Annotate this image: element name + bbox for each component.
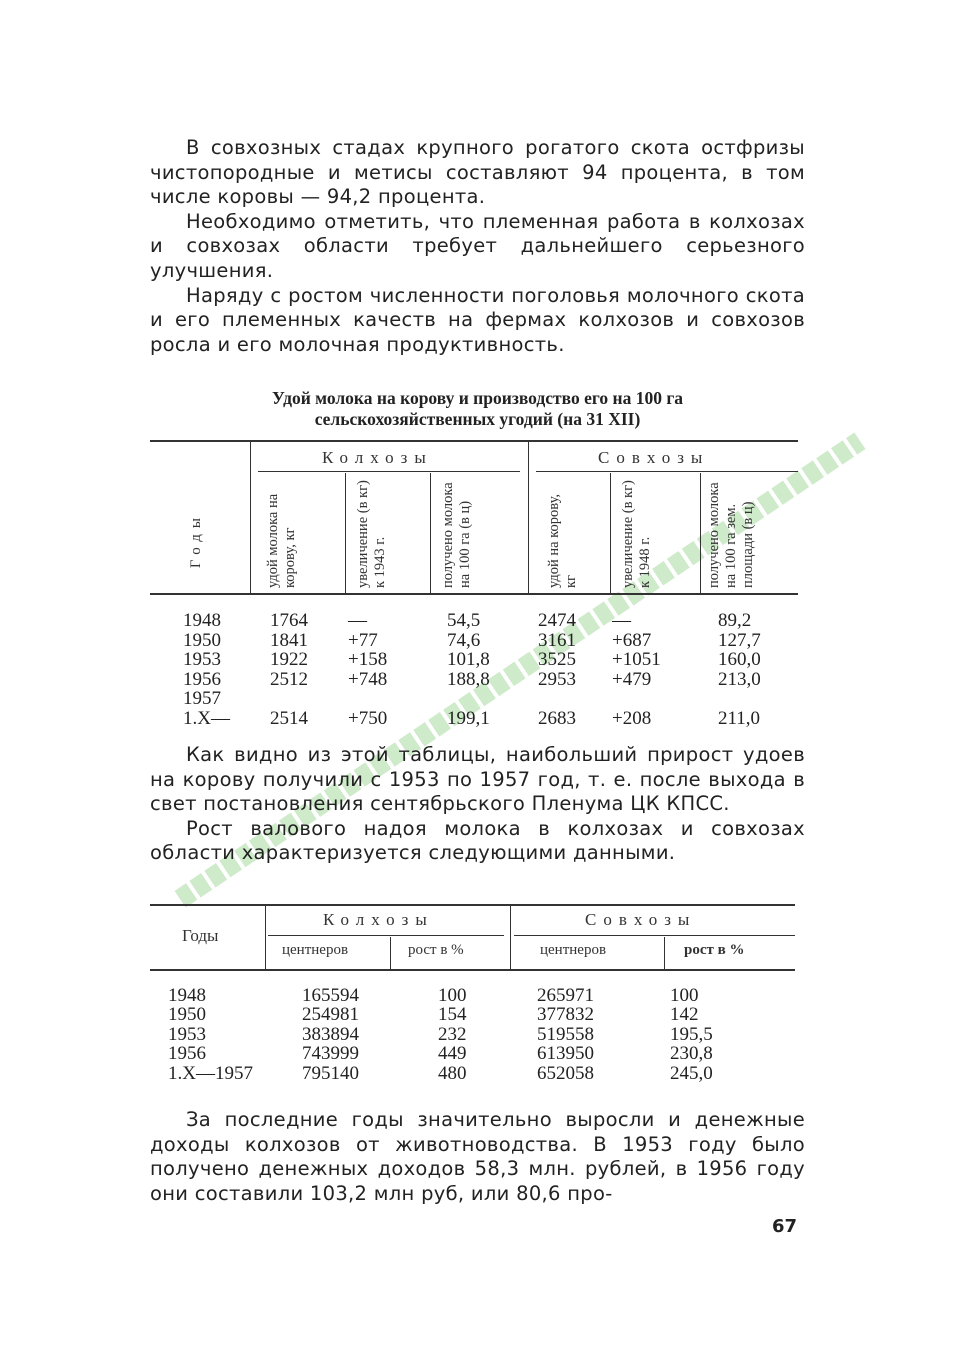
t2-cell-s1: 377832	[537, 1004, 594, 1026]
t1-sep	[528, 441, 529, 593]
t2-cell-k1: 795140	[302, 1062, 359, 1084]
t1-group-rule	[258, 471, 520, 472]
t1-cell-year: 1957	[183, 688, 221, 710]
table1-title	[150, 388, 805, 430]
t2-cell-s2: 230,8	[670, 1043, 713, 1065]
t2-cell-year: 1953	[168, 1023, 206, 1045]
t1-cell-k3: 54,5	[447, 610, 481, 631]
t2-cell-s1: 652058	[537, 1062, 594, 1084]
t1-group-rule	[536, 471, 798, 472]
t1-cell-k1: 1841	[270, 629, 308, 651]
t1-group-sovkhoz: Совхозы	[598, 448, 710, 467]
t1-cell-s1: 3525	[538, 649, 576, 671]
t1-sep	[345, 473, 346, 593]
t2-cell-k1: 383894	[302, 1023, 359, 1045]
t2-cell-k2: 154	[438, 1004, 467, 1026]
t2-group-rule	[268, 935, 504, 936]
t1-cell-year: 1950	[183, 629, 221, 651]
intro-paragraph-1: В совхозных стадах крупного рогатого скота остфризы чистопородные и метисы составляют 94 процента, в том числе коровы — 94,2 процента.	[150, 136, 805, 209]
t2-sep	[265, 905, 266, 969]
t2-sep	[510, 905, 511, 969]
middle-paragraph-2: Рост валового надоя молока в колхозах и совхозах области характеризуется следующими данными.	[150, 816, 805, 865]
t1-cell-k3: 188,8	[447, 668, 490, 690]
t2-col-k1: центнеров	[282, 942, 349, 958]
t1-cell-s2: +1051	[612, 649, 661, 671]
t1-col-k2: увеличение (в кг) к 1943 г.	[355, 480, 388, 588]
t2-cell-s2: 195,5	[670, 1023, 713, 1045]
t1-sep	[700, 473, 701, 593]
t2-cell-s2: 142	[670, 1004, 699, 1026]
t1-cell-s1: 2953	[538, 668, 576, 690]
middle-text	[150, 743, 805, 866]
t1-group-kolkhoz: Колхозы	[322, 448, 433, 467]
t1-cell-k2: +748	[348, 668, 388, 690]
t2-cell-k1: 743999	[302, 1043, 359, 1065]
t2-col-k2: рост в %	[408, 942, 464, 958]
t2-cell-k1: 165594	[302, 985, 359, 1006]
t1-cell-s3: 127,7	[718, 629, 761, 651]
t2-sep	[390, 937, 391, 969]
t1-cell-s3: 213,0	[718, 668, 761, 690]
t1-cell-k2: +750	[348, 708, 388, 729]
t1-cell-s1: 3161	[538, 629, 576, 651]
t2-col-s1: центнеров	[540, 942, 607, 958]
t1-cell-k1: 2514	[270, 708, 308, 729]
t1-cell-s2: +479	[612, 668, 652, 690]
t1-cell-k2: +77	[348, 629, 378, 651]
t1-cell-year: 1948	[183, 610, 221, 631]
t1-cell-k1: 1764	[270, 610, 308, 631]
t1-col-s1: удой на корову, кг	[546, 493, 579, 588]
t1-years-header: Годы	[188, 512, 204, 569]
intro-text	[150, 136, 805, 357]
t1-cell-s2: +687	[612, 629, 652, 651]
intro-paragraph-2: Необходимо отметить, что племенная работа в колхозах и совхозах области требует дальнейшего серьезного улучшения.	[150, 209, 805, 282]
intro-paragraph-3: Наряду с ростом численности поголовья молочного скота и его племенных качеств на фермах колхозов и совхозов росла и его молочная продуктивность.	[150, 283, 805, 356]
t1-col-k1: удой молока на корову, кг	[265, 493, 298, 588]
t1-sep	[430, 473, 431, 593]
t1-cell-k2: +158	[348, 649, 388, 671]
table1-title-line2: сельскохозяйственных угодий (на 31 XII)	[314, 409, 641, 429]
t1-col-s2: увеличение (в кг) к 1948 г.	[620, 480, 653, 588]
t2-col-s2: рост в %	[684, 942, 745, 958]
t1-cell-s2: +208	[612, 708, 652, 729]
t2-cell-k2: 232	[438, 1023, 467, 1045]
t2-cell-k2: 480	[438, 1062, 467, 1084]
t1-cell-k3: 74,6	[447, 629, 481, 651]
t1-cell-s3: 160,0	[718, 649, 761, 671]
t2-cell-s1: 613950	[537, 1043, 594, 1065]
closing-text	[150, 1108, 805, 1206]
closing-paragraph: За последние годы значительно выросли и денежные доходы колхозов от животноводства. В 1953 году было получено денежных доходов 58,3 млн. рублей, в 1956 году они составили 103,2 млн руб, или 80,6 про-	[150, 1108, 805, 1205]
table2-top-rule	[150, 904, 795, 906]
t1-cell-s1: 2683	[538, 708, 576, 729]
t2-sep	[664, 937, 665, 969]
t2-cell-year: 1950	[168, 1004, 206, 1026]
t2-cell-k1: 254981	[302, 1004, 359, 1026]
table1-header-rule	[150, 593, 798, 595]
t2-cell-k2: 449	[438, 1043, 467, 1065]
t1-col-k3: получено молока на 100 га (в ц)	[440, 482, 473, 588]
t2-cell-k2: 100	[438, 985, 467, 1006]
t2-cell-s2: 245,0	[670, 1062, 713, 1084]
t1-cell-k2: —	[348, 610, 367, 631]
t1-cell-k1: 2512	[270, 668, 308, 690]
t1-cell-k3: 199,1	[447, 708, 490, 729]
t2-cell-s1: 519558	[537, 1023, 594, 1045]
t1-cell-s1: 2474	[538, 610, 576, 631]
t2-cell-s2: 100	[670, 985, 699, 1006]
t2-group-sovkhoz: Совхозы	[585, 910, 697, 929]
t1-cell-s3: 89,2	[718, 610, 752, 631]
t1-cell-k1: 1922	[270, 649, 308, 671]
t1-cell-k3: 101,8	[447, 649, 490, 671]
t2-group-kolkhoz: Колхозы	[323, 910, 434, 929]
table1-title-line1: Удой молока на корову и производство его на 100 га	[271, 388, 684, 408]
t1-sep	[610, 473, 611, 593]
t1-cell-year: 1953	[183, 649, 221, 671]
t2-cell-year: 1948	[168, 985, 206, 1006]
t2-cell-year: 1956	[168, 1043, 206, 1065]
middle-paragraph-1: Как видно из этой таблицы, наибольший прирост удоев на корову получили с 1953 по 1957 год, т. е. после выхода в свет постановления сентябрьского Пленума ЦК КПСС.	[150, 743, 805, 816]
t1-cell-year: 1956	[183, 668, 221, 690]
t2-years-header: Годы	[182, 926, 219, 945]
t1-cell-s2: —	[612, 610, 631, 631]
table1-top-rule	[150, 440, 798, 442]
t1-sep	[250, 441, 251, 593]
page-number: 67	[772, 1216, 798, 1237]
t1-cell-s3: 211,0	[718, 708, 761, 729]
t1-col-s3: получено молока на 100 га зем. площади (в ц)	[706, 482, 756, 588]
t2-group-rule	[514, 935, 795, 936]
t1-cell-year: 1.X—	[183, 708, 230, 729]
t2-cell-year: 1.X—1957	[168, 1062, 253, 1084]
table2-header-rule	[150, 969, 795, 971]
t2-cell-s1: 265971	[537, 985, 594, 1006]
